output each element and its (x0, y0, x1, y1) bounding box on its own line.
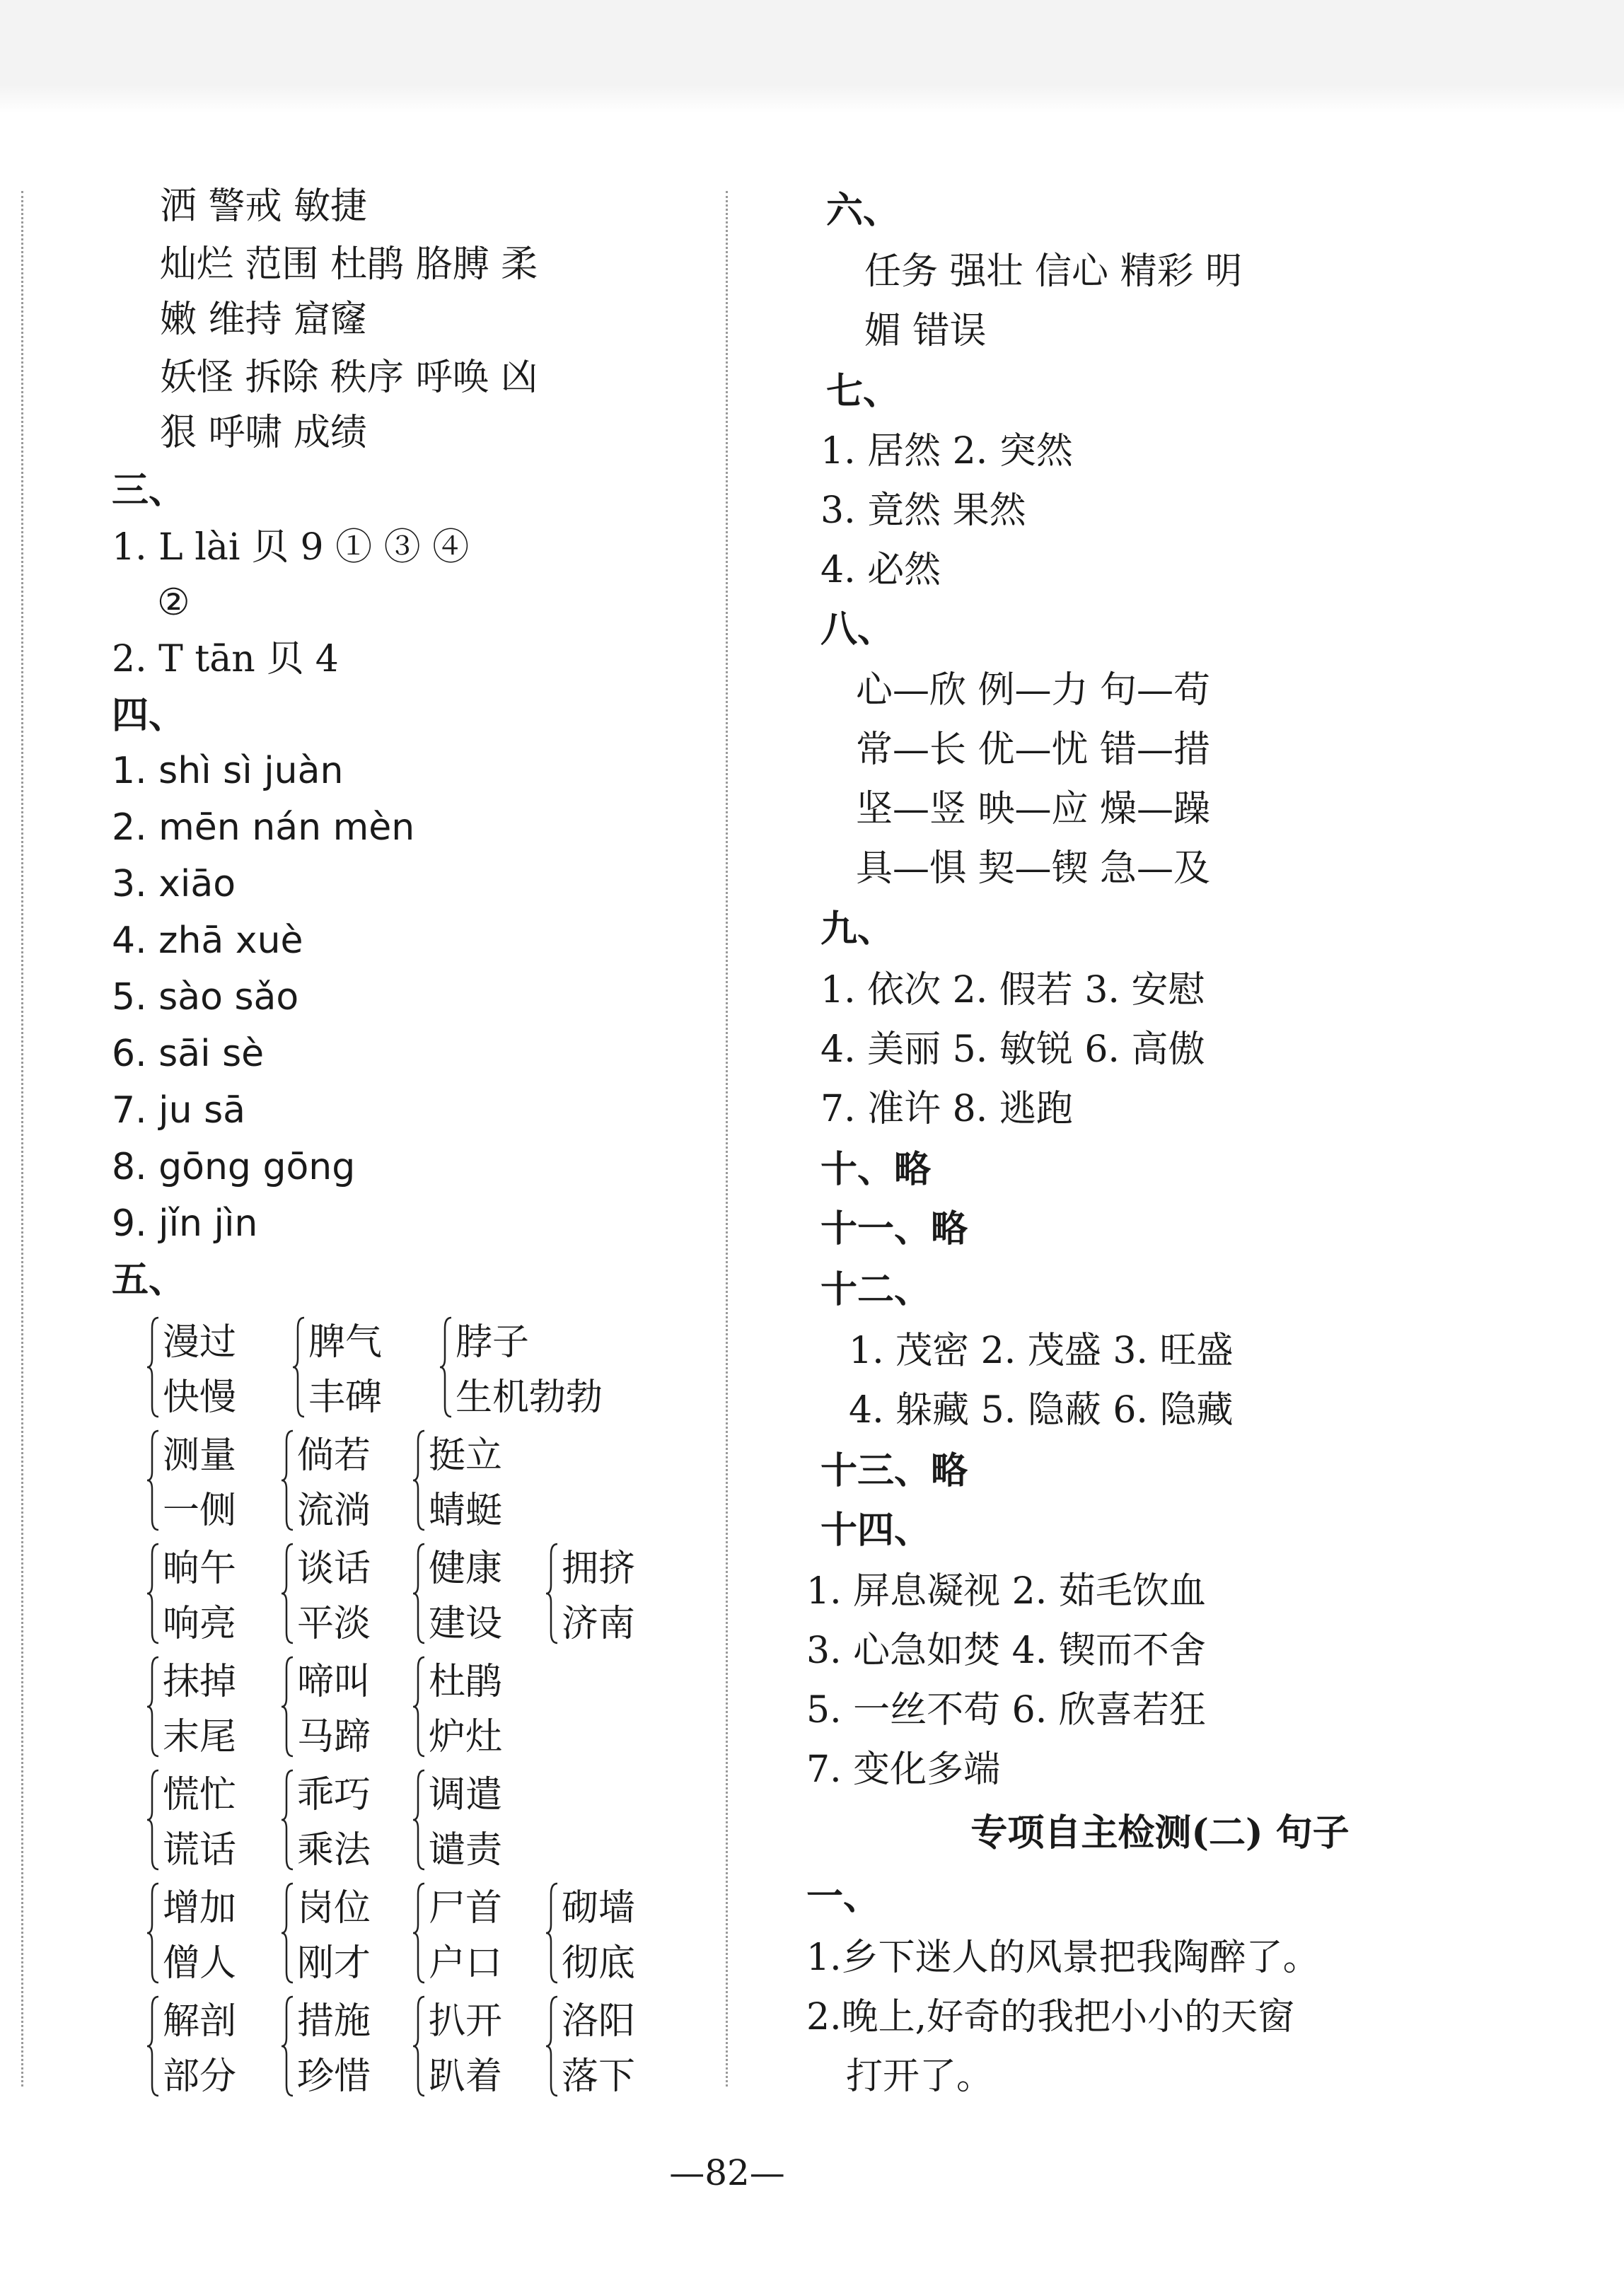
word-top: 岗位 (297, 1887, 371, 1929)
brace-icon (146, 1995, 160, 2098)
pinyin-answer: 3. xiāo (112, 863, 236, 905)
word-top: 尸首 (429, 1887, 503, 1929)
brace-icon (146, 1768, 160, 1872)
brace-icon (280, 1995, 294, 2098)
word-top: 慌忙 (163, 1774, 237, 1816)
answer-line: 狠 呼啸 成绩 (160, 412, 368, 454)
brace-icon (280, 1881, 294, 1985)
word-bottom: 一侧 (163, 1490, 237, 1532)
word-pair (146, 1314, 280, 1420)
answer-line: 1. L lài 贝 9 ① ③ ④ (112, 526, 470, 569)
word-pair (280, 1993, 414, 2099)
word-bottom: 彻底 (562, 1942, 636, 1985)
brace-icon (545, 1542, 559, 1645)
word-top: 杜鹃 (429, 1661, 503, 1703)
word-bottom: 落下 (562, 2055, 636, 2098)
word-pair (146, 1654, 280, 1760)
word-top: 砌墙 (562, 1887, 636, 1929)
word-top: 抹掉 (163, 1661, 237, 1703)
word-bottom: 丰碑 (308, 1376, 383, 1419)
section-title: 专项自主检测(二) 句子 (970, 1811, 1350, 1855)
word-bottom: 僧人 (163, 1942, 237, 1985)
brace-icon (146, 1542, 160, 1645)
answer-line: 3. 竟然 果然 (820, 489, 1026, 532)
answer-line: 1. 茂密 2. 茂盛 3. 旺盛 (849, 1330, 1234, 1372)
brace-icon (412, 1995, 426, 2098)
brace-icon (412, 1881, 426, 1985)
word-pair (412, 1767, 546, 1873)
answer-line: ② (157, 581, 190, 624)
word-pair (545, 1880, 679, 1986)
word-top: 拥挤 (562, 1548, 636, 1590)
brace-icon (146, 1881, 160, 1985)
section-heading-8: 八、 (820, 608, 895, 651)
word-bottom: 珍惜 (297, 2055, 371, 2098)
word-bottom: 炉灶 (429, 1716, 503, 1758)
word-bottom: 谴责 (429, 1829, 503, 1872)
pinyin-answer: 1. shì sì juàn (112, 750, 344, 792)
answer-line: 7. 变化多端 (806, 1748, 1001, 1791)
answer-line: 2.晚上,好奇的我把小小的天窗 (806, 1996, 1295, 2038)
word-pair (146, 1540, 280, 1647)
brace-icon (280, 1542, 294, 1645)
word-bottom: 流淌 (297, 1490, 371, 1532)
brace-icon (545, 1995, 559, 2098)
section-heading-6: 六、 (826, 189, 900, 232)
word-top: 漫过 (163, 1321, 237, 1364)
brace-icon (146, 1316, 160, 1419)
section-heading-11: 十一、略 (820, 1207, 968, 1250)
word-top: 洛阳 (562, 2000, 636, 2043)
section-heading-12: 十二、 (820, 1268, 932, 1311)
section-heading-13: 十三、略 (820, 1449, 968, 1492)
answer-line: 1. 屏息凝视 2. 茹毛饮血 (806, 1570, 1206, 1613)
answer-line: 任务 强壮 信心 精彩 明 (864, 250, 1243, 293)
word-pair (412, 1427, 546, 1533)
word-top: 措施 (297, 2000, 371, 2043)
answer-line: 1. 依次 2. 假若 3. 安慰 (820, 969, 1205, 1011)
scan-top-margin (0, 0, 1624, 113)
word-bottom: 生机勃勃 (456, 1376, 603, 1419)
answer-line: 具—惧 契—锲 急—及 (856, 847, 1211, 890)
brace-icon (412, 1542, 426, 1645)
answer-line: 常—长 优—忧 错—措 (856, 729, 1211, 771)
brace-icon (280, 1655, 294, 1758)
word-top: 健康 (429, 1548, 503, 1590)
word-pair (545, 1993, 679, 2099)
answer-line: 5. 一丝不苟 6. 欣喜若狂 (806, 1689, 1206, 1731)
word-bottom: 户口 (429, 1942, 503, 1985)
word-top: 增加 (163, 1887, 237, 1929)
word-pair (146, 1427, 280, 1533)
answer-line: 媚 错误 (864, 310, 987, 352)
answer-line: 1. 居然 2. 突然 (820, 430, 1073, 472)
answer-line: 3. 心急如焚 4. 锲而不舍 (806, 1630, 1206, 1672)
word-top: 扒开 (429, 2000, 503, 2043)
word-pair (412, 1880, 546, 1986)
word-pair (280, 1654, 414, 1760)
word-pair (439, 1314, 651, 1420)
page-number: —82— (669, 2152, 785, 2193)
column-divider (726, 191, 728, 2087)
left-margin-line (21, 191, 23, 2087)
word-bottom: 刚才 (297, 1942, 371, 1985)
answer-line: 4. 躲藏 5. 隐蔽 6. 隐藏 (849, 1389, 1234, 1432)
word-bottom: 末尾 (163, 1716, 237, 1758)
word-pair (280, 1540, 414, 1647)
section-heading-10: 十、略 (820, 1148, 932, 1191)
brace-icon (146, 1429, 160, 1532)
word-top: 倘若 (297, 1434, 371, 1477)
pinyin-answer: 6. sāi sè (112, 1033, 265, 1075)
brace-icon (280, 1768, 294, 1872)
answer-line: 灿烂 范围 杜鹃 胳膊 柔 (160, 243, 538, 286)
word-bottom: 趴着 (429, 2055, 503, 2098)
answer-line: 4. 美丽 5. 敏锐 6. 高傲 (820, 1028, 1205, 1071)
pinyin-answer: 5. sào sǎo (112, 976, 299, 1019)
word-top: 晌午 (163, 1548, 237, 1590)
answer-line: 嫩 维持 窟窿 (160, 298, 368, 341)
section-heading-9: 九、 (820, 907, 895, 951)
word-pair (412, 1993, 546, 2099)
pinyin-answer: 8. gōng gōng (112, 1146, 356, 1188)
section-heading-14: 十四、 (820, 1509, 932, 1552)
answer-line: 2. T tān 贝 4 (112, 638, 339, 680)
brace-icon (291, 1316, 306, 1419)
word-bottom: 蜻蜓 (429, 1490, 503, 1532)
word-pair (146, 1993, 280, 2099)
word-bottom: 乘法 (297, 1829, 371, 1872)
word-pair (146, 1767, 280, 1873)
word-pair (412, 1540, 546, 1647)
word-bottom: 济南 (562, 1603, 636, 1645)
word-top: 谈话 (297, 1548, 371, 1590)
word-top: 挺立 (429, 1434, 503, 1477)
word-pair (545, 1540, 679, 1647)
brace-icon (412, 1768, 426, 1872)
word-top: 测量 (163, 1434, 237, 1477)
answer-line: 7. 准许 8. 逃跑 (820, 1088, 1073, 1130)
word-bottom: 快慢 (163, 1376, 237, 1419)
answer-line: 4. 必然 (820, 549, 941, 591)
word-bottom: 平淡 (297, 1603, 371, 1645)
brace-icon (146, 1655, 160, 1758)
word-bottom: 马蹄 (297, 1716, 371, 1758)
word-top: 脖子 (456, 1321, 530, 1364)
brace-icon (545, 1881, 559, 1985)
word-bottom: 谎话 (163, 1829, 237, 1872)
word-top: 乖巧 (297, 1774, 371, 1816)
brace-icon (412, 1429, 426, 1532)
word-pair (291, 1314, 426, 1420)
word-pair (412, 1654, 546, 1760)
brace-icon (280, 1429, 294, 1532)
word-top: 调遣 (429, 1774, 503, 1816)
answer-line: 打开了。 (846, 2055, 994, 2098)
brace-icon (439, 1316, 453, 1419)
word-top: 解剖 (163, 2000, 237, 2043)
word-bottom: 建设 (429, 1603, 503, 1645)
answer-line: 坚—竖 映—应 燥—躁 (856, 788, 1211, 830)
word-top: 啼叫 (297, 1661, 371, 1703)
brace-icon (412, 1655, 426, 1758)
pinyin-answer: 7. ju sā (112, 1089, 246, 1132)
word-pair (280, 1427, 414, 1533)
word-top: 脾气 (308, 1321, 383, 1364)
section-heading-4: 四、 (112, 694, 186, 737)
answer-line: 妖怪 拆除 秩序 呼唤 凶 (160, 356, 538, 399)
word-bottom: 部分 (163, 2055, 237, 2098)
word-pair (280, 1880, 414, 1986)
pinyin-answer: 2. mēn nán mèn (112, 806, 415, 849)
answer-line: 1.乡下迷人的风景把我陶醉了。 (806, 1937, 1320, 1979)
section-heading-1: 一、 (806, 1875, 881, 1918)
pinyin-answer: 9. jǐn jìn (112, 1202, 258, 1245)
word-pair (280, 1767, 414, 1873)
answer-line: 洒 警戒 敏捷 (160, 185, 368, 228)
answer-line: 心—欣 例—力 句—苟 (856, 669, 1211, 712)
pinyin-answer: 4. zhā xuè (112, 919, 303, 962)
section-heading-3: 三、 (112, 469, 186, 512)
word-bottom: 响亮 (163, 1603, 237, 1645)
section-heading-7: 七、 (826, 370, 900, 413)
section-heading-5: 五、 (112, 1258, 186, 1301)
word-pair (146, 1880, 280, 1986)
